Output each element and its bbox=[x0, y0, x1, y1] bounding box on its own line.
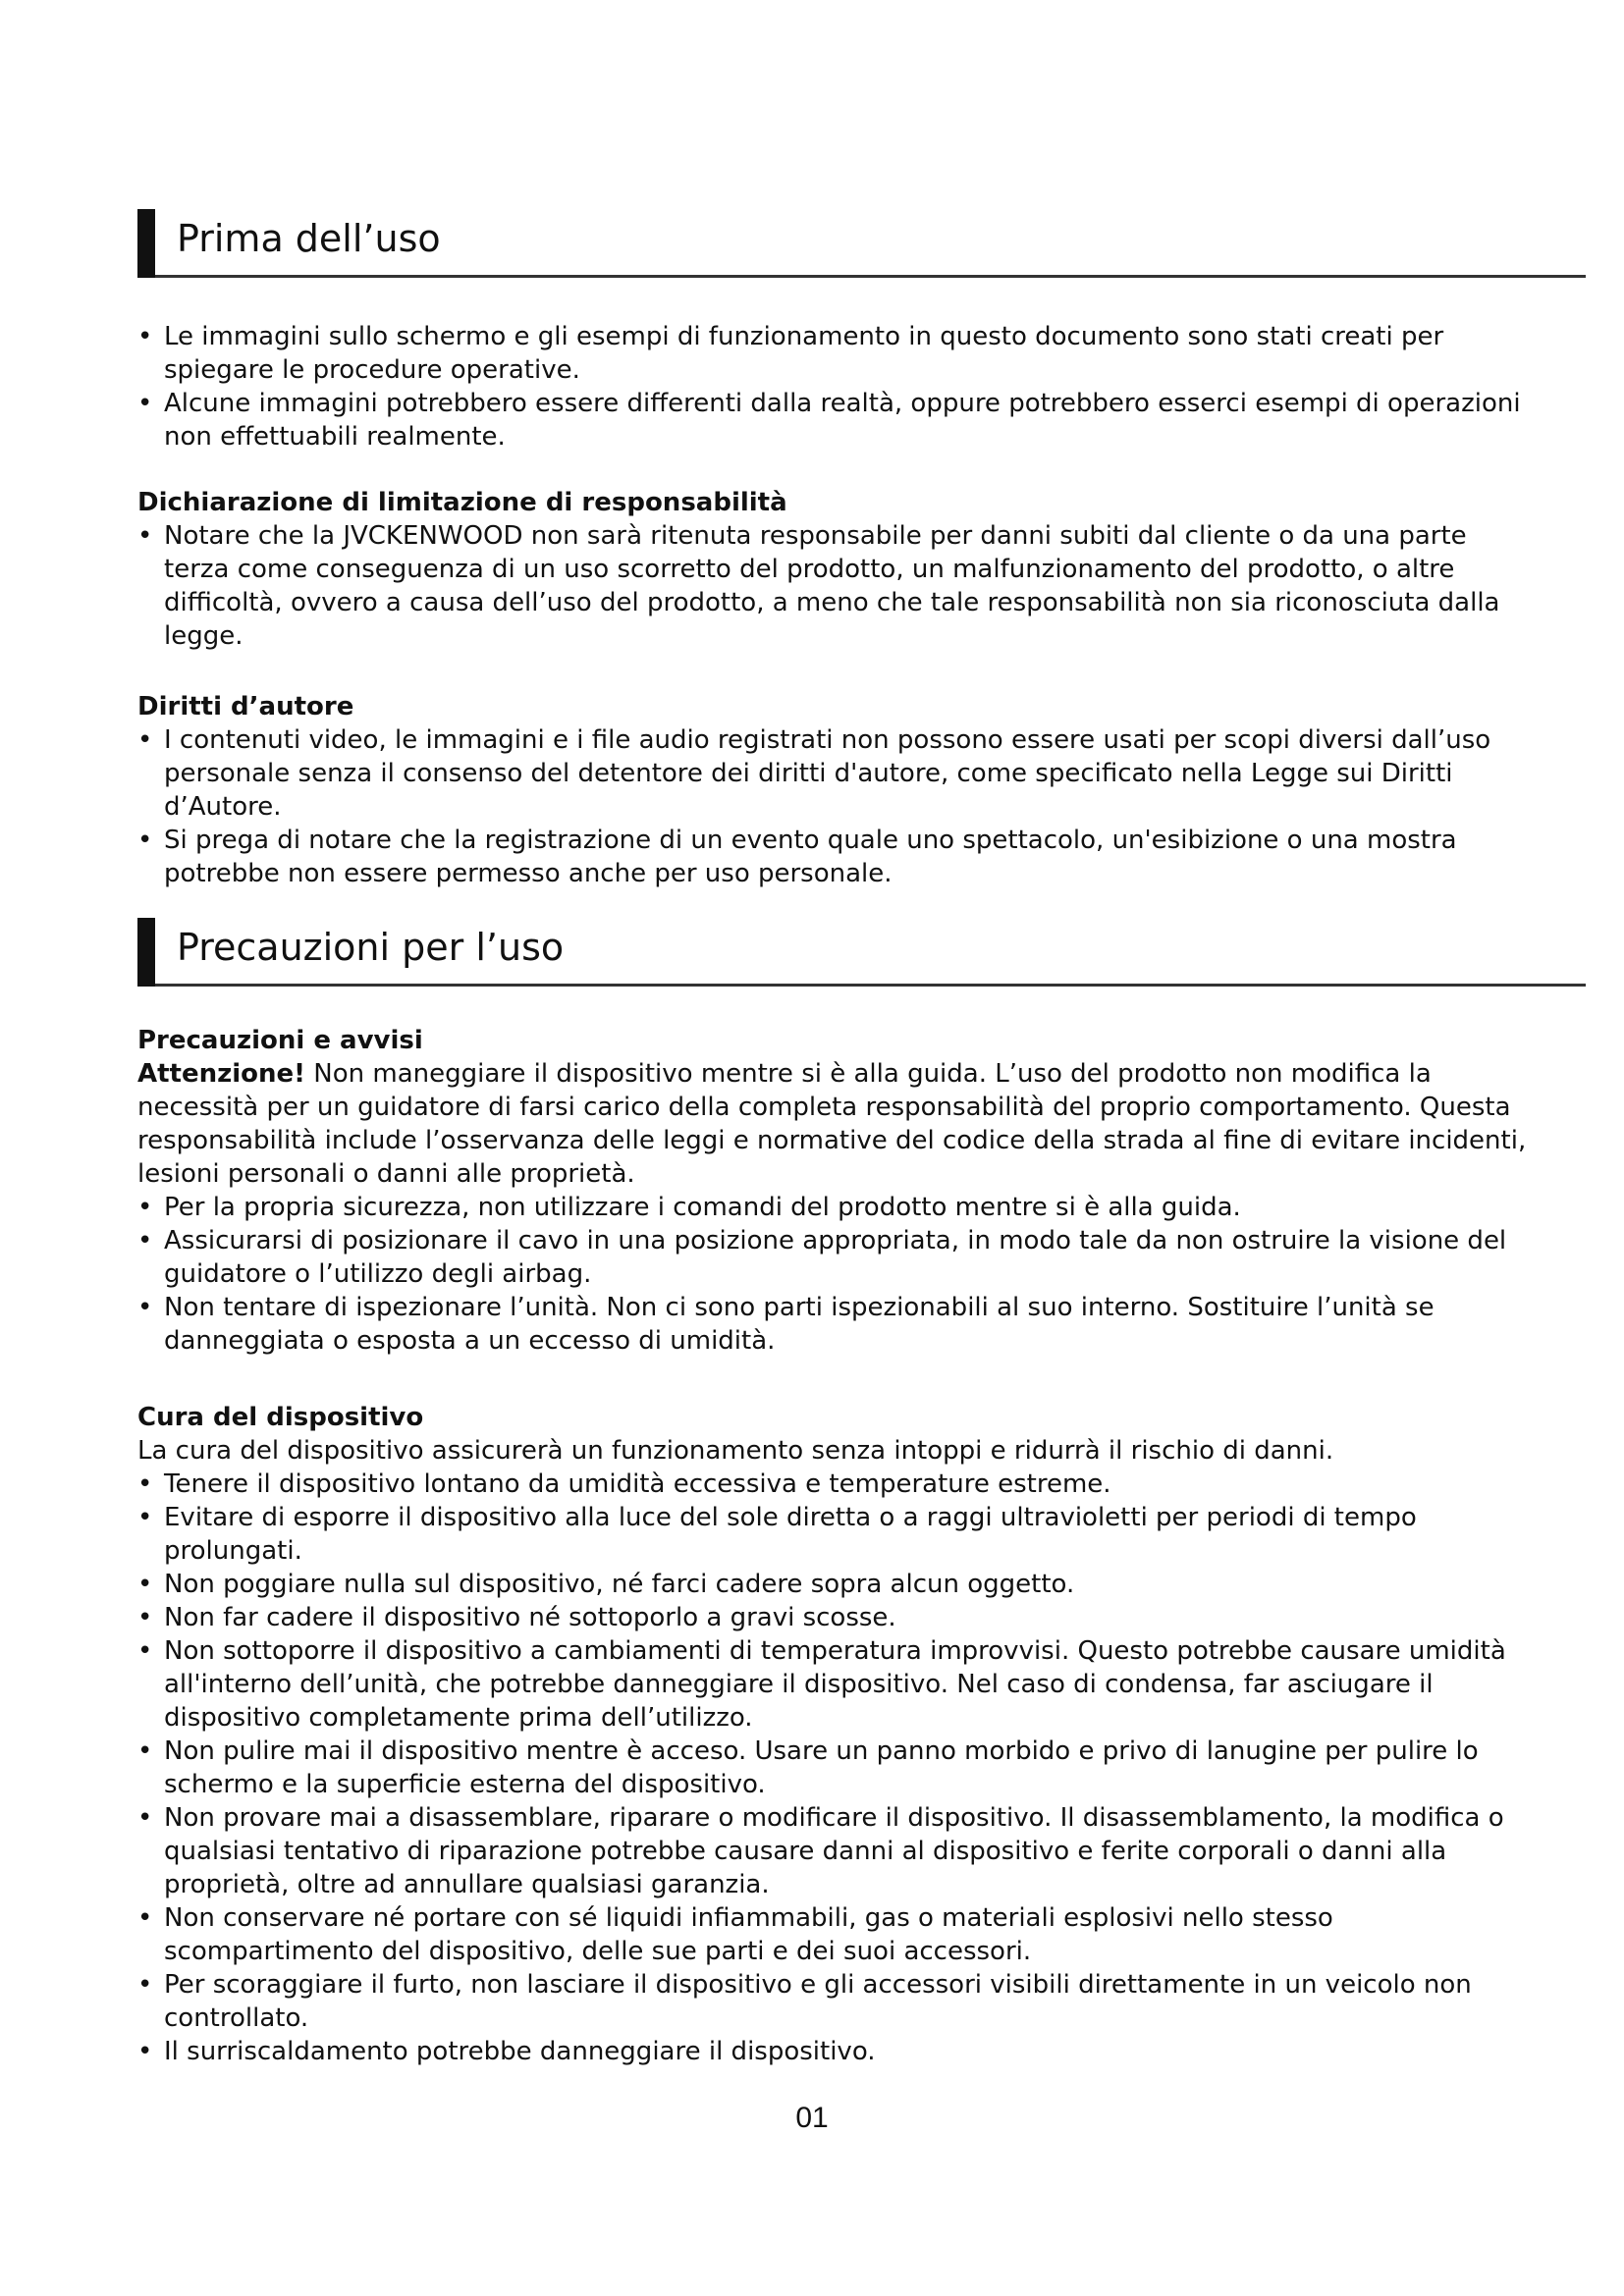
list-item: • Alcune immagini potrebbero essere differenti dalla realtà, oppure potrebbero esserci esempi di operazioni non effettuabili realmente. bbox=[137, 387, 1532, 454]
copyright-block bbox=[137, 690, 1532, 890]
list-item: • Notare che la JVCKENWOOD non sarà ritenuta responsabile per danni subiti dal cliente o da una parte terza come conseguenza di un uso scorretto del prodotto, un malfunzionamento del prodotto, o altre difficoltà, ovvero a causa dell’uso del prodotto, a meno che tale responsabilità non sia riconosciuta dalla legge. bbox=[137, 519, 1532, 653]
list-item: • Non far cadere il dispositivo né sottoporlo a gravi scosse. bbox=[137, 1601, 1532, 1634]
list-item: • Non provare mai a disassemblare, riparare o modificare il dispositivo. Il disassemblamento, la modifica o qualsiasi tentativo di riparazione potrebbe causare danni al dispositivo e ferite corporali o danni alla proprietà, oltre ad annullare qualsiasi garanzia. bbox=[137, 1801, 1532, 1901]
care-block bbox=[137, 1401, 1532, 2068]
page-number: 01 bbox=[795, 2102, 829, 2134]
list-item: • Per la propria sicurezza, non utilizzare i comandi del prodotto mentre si è alla guida. bbox=[137, 1191, 1532, 1224]
section-title: Prima dell’uso bbox=[177, 217, 441, 260]
section-title: Precauzioni per l’uso bbox=[177, 926, 565, 969]
warnings-bullet-list bbox=[137, 1191, 1532, 1358]
list-item: • Non pulire mai il dispositivo mentre è acceso. Usare un panno morbido e privo di lanugine per pulire lo schermo e la superficie esterna del dispositivo. bbox=[137, 1735, 1532, 1801]
attention-label: Attenzione! bbox=[137, 1059, 306, 1089]
subsection-title: Dichiarazione di limitazione di responsabilità bbox=[137, 488, 787, 517]
attention-paragraph bbox=[137, 1057, 1532, 1191]
subsection-title: Precauzioni e avvisi bbox=[137, 1026, 423, 1055]
list-item: • Tenere il dispositivo lontano da umidità eccessiva e temperature estreme. bbox=[137, 1468, 1532, 1501]
warnings-block bbox=[137, 1024, 1532, 1358]
attention-text: Non maneggiare il dispositivo mentre si è alla guida. L’uso del prodotto non modifica la necessità per un guidatore di farsi carico della completa responsabilità del proprio comportamento. Questa responsabilità include l’osservanza delle leggi e normative del codice della strada al fine di evitare incidenti, lesioni personali o danni alle proprietà. bbox=[137, 1059, 1527, 1189]
list-item: • I contenuti video, le immagini e i file audio registrati non possono essere usati per scopi diversi dall’uso personale senza il consenso del detentore dei diritti d'autore, come specificato nella Legge sui Diritti d’Autore. bbox=[137, 723, 1532, 824]
list-item: • Per scoraggiare il furto, non lasciare il dispositivo e gli accessori visibili direttamente in un veicolo non controllato. bbox=[137, 1968, 1532, 2035]
list-item: • Evitare di esporre il dispositivo alla luce del sole diretta o a raggi ultravioletti per periodi di tempo prolungati. bbox=[137, 1501, 1532, 1568]
section-rule bbox=[155, 275, 1586, 278]
intro-list-block bbox=[137, 320, 1532, 454]
subsection-title: Cura del dispositivo bbox=[137, 1403, 424, 1432]
list-item: • Non tentare di ispezionare l’unità. Non ci sono parti ispezionabili al suo interno. Sostituire l’unità se danneggiata o esposta a un eccesso di umidità. bbox=[137, 1291, 1532, 1358]
intro-bullet-list bbox=[137, 320, 1532, 454]
section-marker-bar bbox=[137, 918, 155, 987]
list-item: • Si prega di notare che la registrazione di un evento quale uno spettacolo, un'esibizione o una mostra potrebbe non essere permesso anche per uso personale. bbox=[137, 824, 1532, 890]
disclaimer-bullet-list bbox=[137, 519, 1532, 653]
copyright-bullet-list bbox=[137, 723, 1532, 890]
list-item: • Le immagini sullo schermo e gli esempi di funzionamento in questo documento sono stati creati per spiegare le procedure operative. bbox=[137, 320, 1532, 387]
list-item: • Assicurarsi di posizionare il cavo in una posizione appropriata, in modo tale da non ostruire la visione del guidatore o l’utilizzo degli airbag. bbox=[137, 1224, 1532, 1291]
list-item: • Non conservare né portare con sé liquidi infiammabili, gas o materiali esplosivi nello stesso scompartimento del dispositivo, delle sue parti e dei suoi accessori. bbox=[137, 1901, 1532, 1968]
care-bullet-list bbox=[137, 1468, 1532, 2068]
disclaimer-block bbox=[137, 486, 1532, 653]
section-marker-bar bbox=[137, 209, 155, 278]
section-rule bbox=[155, 984, 1586, 987]
care-intro: La cura del dispositivo assicurerà un funzionamento senza intoppi e ridurrà il rischio di danni. bbox=[137, 1436, 1334, 1466]
list-item: • Non sottoporre il dispositivo a cambiamenti di temperatura improvvisi. Questo potrebbe causare umidità all'interno dell’unità, che potrebbe danneggiare il dispositivo. Nel caso di condensa, far asciugare il dispositivo completamente prima dell’utilizzo. bbox=[137, 1634, 1532, 1735]
subsection-title: Diritti d’autore bbox=[137, 692, 354, 721]
list-item: • Non poggiare nulla sul dispositivo, né farci cadere sopra alcun oggetto. bbox=[137, 1568, 1532, 1601]
list-item: • Il surriscaldamento potrebbe danneggiare il dispositivo. bbox=[137, 2035, 1532, 2068]
